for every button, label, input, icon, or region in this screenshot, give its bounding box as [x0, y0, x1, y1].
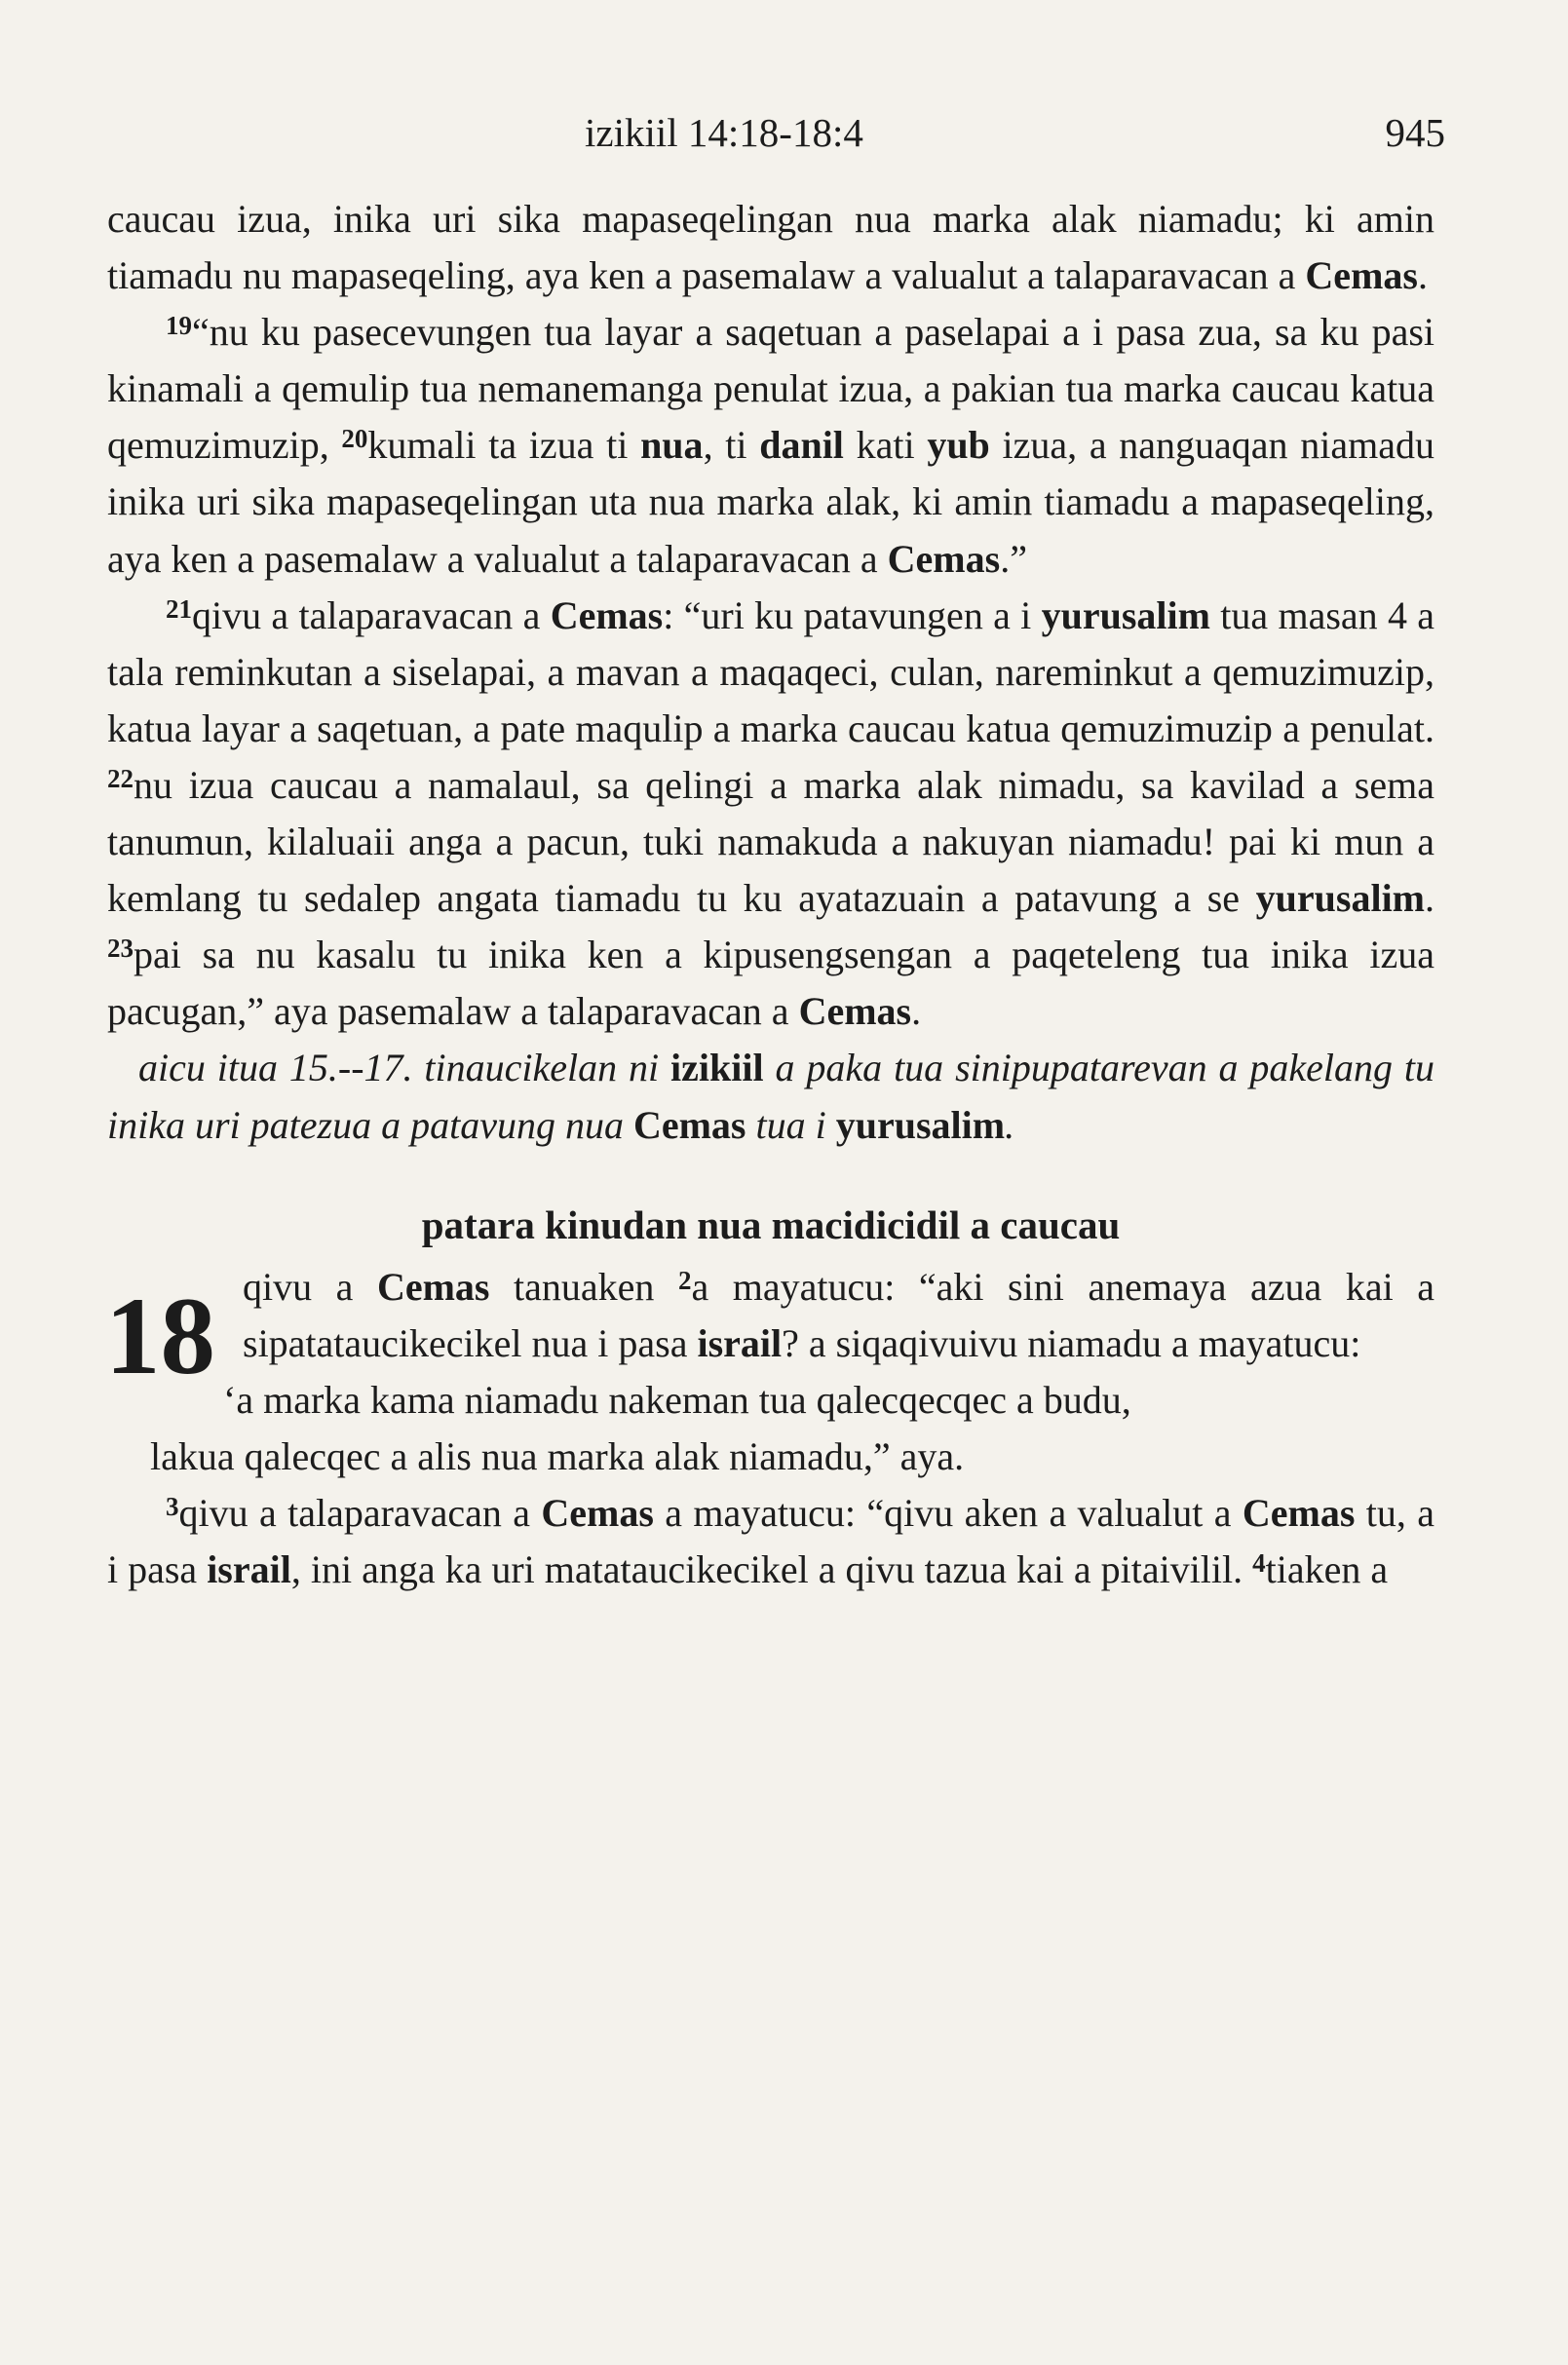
body-text [107, 191, 1434, 1598]
verse-number: 19 [166, 311, 192, 341]
section-heading: patara kinudan nua macidicidil a caucau [421, 1202, 1121, 1247]
verse-number: 23 [107, 934, 134, 964]
chapter-number: 18 [105, 1275, 215, 1397]
verse-number: 22 [107, 763, 134, 793]
page-number: 945 [1385, 110, 1445, 155]
verse-number: 4 [1252, 1548, 1266, 1579]
quote-line-2: lakua qalecqec a alis nua marka alak niamadu,” aya. [150, 1433, 965, 1478]
running-header [585, 109, 1445, 156]
paragraph-2: $^{19}$“nu ku pasecevungen tua layar a saqetuan a paselapai a i pasa zua, sa ku pasi kinamali a qemulip tua nemanemanga penulat izua, a pakian tua marka caucau katua qemuzimuzip, $^{20}$kumali ta izua ti nua, ti danil kati yub izua, a nanguaqan niamadu inika uri sika mapaseqelingan uta nua marka alak, ki amin tiamadu a mapaseqeling, aya ken a pasemalaw a valualut a talaparavacan a Cemas.” [107, 310, 1435, 581]
paragraph-1: caucau izua, inika uri sika mapaseqelingan nua marka alak niamadu; ki amin tiamadu nu mapaseqeling, aya ken a pasemalaw a valualut a talaparavacan a Cemas. [107, 197, 1434, 298]
chapter-reference: izikiil 14:18-18:4 [585, 110, 863, 155]
verse-number: 2 [677, 1265, 692, 1295]
verse-number: 21 [166, 593, 192, 624]
chapter-opening: 18 qivu a Cemas tanuaken $^2$a mayatucu: “aki sini anemaya azua kai a sipatataucikecikel nua i pasa israil? a siqaqivuivu niamadu a mayatucu: [105, 1264, 1435, 1397]
verse-number: 20 [341, 424, 368, 454]
quote-line-1: ‘a marka kama niamadu nakeman tua qalecqecqec a budu, [223, 1377, 1131, 1422]
paragraph-3: $^{21}$qivu a talaparavacan a Cemas: “uri ku patavungen a i yurusalim tua masan 4 a tala reminkutan a siselapai, a mavan a maqaqeci, culan, nareminkut a qemuzimuzip, katua layar a saqetuan, a pate maqulip a marka caucau katua qemuzimuzip a penulat. $^{22}$nu izua caucau a namalaul, sa qelingi a marka alak nimadu, sa kavilad a sema tanumun, kilaluaii anga a pacun, tuki namakuda a nakuyan niamadu! pai ki mun a kemlang tu sedalep angata tiamadu tu ku ayatazuain a patavung a se yurusalim. $^{23}$pai sa nu kasalu tu inika ken a kipusengsengan a paqeteleng tua inika izua pacugan,” aya pasemalaw a talaparavacan a Cemas. [107, 592, 1435, 1034]
verse-number: 3 [166, 1492, 179, 1522]
section-note: aicu itua 15.--17. tinaucikelan ni izikiil a paka tua sinipupatarevan a pakelang tu inika uri patezua a patavung nua Cemas tua i yurusalim. [107, 1046, 1434, 1147]
paragraph-4: $^3$qivu a talaparavacan a Cemas a mayatucu: “qivu aken a valualut a Cemas tu, a i pasa israil, ini anga ka uri matataucikecikel a qivu tazua kai a pitaivilil. $^4$tiaken a [107, 1491, 1434, 1592]
